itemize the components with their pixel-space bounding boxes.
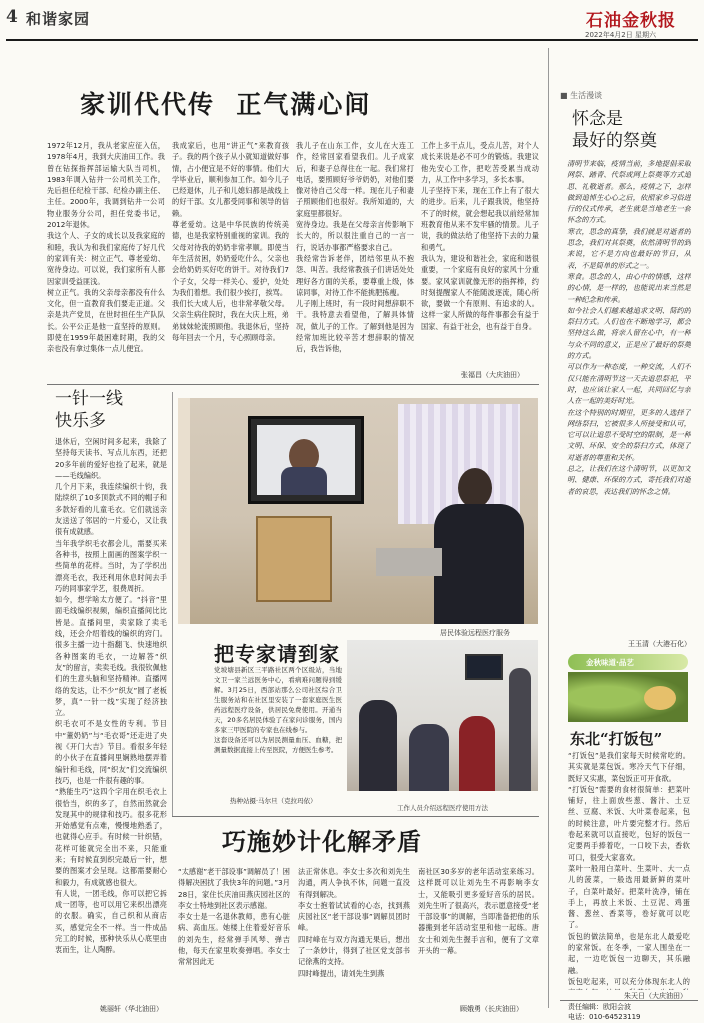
- food-title: 东北“打饭包”: [570, 730, 663, 748]
- article4-byline: 顾娥勇（长庆油田）: [460, 1005, 523, 1013]
- person-center: [409, 724, 449, 791]
- staff-standing: [509, 668, 531, 791]
- title-divider: [548, 48, 549, 1008]
- food-banner: [568, 654, 688, 670]
- screen: [465, 654, 503, 680]
- sidebar-byline: 王玉清（大港石化）: [628, 640, 691, 648]
- equipment-table: [376, 548, 442, 576]
- article1-col2: 我成家后，也用“讲正气”来教育孩子。我的两个孩子从小就知道做好事情，占小便宜是不好的事情。他们大学毕业后，顺利参加工作。如今儿子已经退休，儿子和儿媳妇都是战线上的好干部。女儿都受同事和领导的信赖。 尊老爱幼。这是中华民族的传统美德，也是我家特别重视的家训。我的父母对待我的奶奶非常孝顺。即使当年生活贫困，奶奶爱吃什么，父亲也会给奶奶买好吃的饼干。对待我们7个子女，父母一样关心、爱护，处处为我们着想。我们很少挨打，挨骂。 我们长大成人后，也非常孝敬父母。父亲生病住院时，我在大庆上班，弟弟妹妹轮流照顾他。我退休后，坚持每年回去一个月，专心照顾母亲。: [172, 141, 289, 343]
- article1-col4: 工作上多干点儿，受点儿苦，对个人成长来说是必不可少的锻炼。我建议他先安心工作，把吃苦受累当成动力，从工作中多学习，多长本事。 儿子坚持下来，现在工作上有了很大的进步。后来，儿子跟我说，他坚持不了的时候，就会想起我以前经常加班教育他从来不发牢骚的情景。儿子说，我的做法给了他坚持下去的力量和勇气。 我认为，建设和谐社会，家庭和谐很重要，一个家庭有良好的家风十分重要。家风家训就像无形的指挥棒，约时刻提醒家人不能随波逐流，随心所欲，要做一个有原则、有追求的人。这样一家人所做的每件事都会有益于国家、有益于社会，也有益于自身。: [421, 141, 539, 331]
- article4-col1: “太感谢”老干部设事”调解员了！困得解决困扰了我快3年的问题。”3月28日，家住长庆油田燕庆园社区的李女士特地到社区表示感谢。 李女士是一名退休教师，患有心脏病、高血压。她楼上住着爱好音乐的刘先生，经常弹手风琴、弹吉他，每天在家里吹奏弹唱。李女士常常因此无: [178, 867, 290, 967]
- food-banner-label: 金秋味道·品艺: [586, 658, 634, 667]
- food-text: “打饭包”是我们家每天时候常吃的。其实就是菜包饭。寒冷天气下仔细，既好又实惠，菜包饭正可开食欲。 “打饭包”需要的食材很简单：把菜叶铺好，往上面放些葱、酱汁、土豆丝、豆腐、米饭、大叶菜卷起来，包的时候注意，叶片要完整才行。然后卷起来就可以直接吃，包好的饭包一定要两手捧着吃，一口咬下去，香软可口，很受大家喜欢。 菜叶一般用白菜叶、生菜叶、大一点儿的菠菜，一般选用最新鲜的菜叶子，白菜叶最好。把菜叶洗净，铺在手上，再放上米饭、土豆泥、鸡蛋酱、葱丝、香菜等，卷好就可以吃了。 饭包的做法简单，也是东北人最爱吃的家常饭。在冬季，一家人围坐在一起，一边吃饭包一边聊天，其乐融融。 饭包吃起来，可以充分体现东北人的: [568, 751, 690, 986]
- person-right: [459, 716, 495, 791]
- article2-divider: [172, 392, 173, 816]
- footer-rule: [560, 1000, 698, 1001]
- curtain: [178, 398, 190, 624]
- person-left: [359, 700, 397, 791]
- article1-byline: 张福昌（大庆油田）: [461, 371, 524, 379]
- photo1-caption: 居民体验远程医疗服务: [440, 629, 510, 637]
- article1-col3: 我儿子在山东工作，女儿在大连工作，经常回家看望我们。儿子成家后，和妻子总得住在一起。我们常打电话，要照顾好爷爷奶奶，对他们要像对待自己父母一样。现在儿子和妻子照顾他们也很好。我所知道的，大家庭里都很好。 宽待身边。我是在父母亲言传影响下长大的，所以很注重自己的一言一行，说话办事都严格要求自己。 我经常告诉老伴，团结邻里从不抱怨、叫苦。我经常教孩子们讲话处处理好各方面的关系，要尊重上级，体谅同事，对待工作不能挑肥拣瘦。 儿子刚上班时，有一段时间想辞职不干。我特意去看望他，了解具体情况，做儿子的工作。了解到他是因为经常加班比较辛苦才想辞职的情况后，我告诉他，: [296, 141, 414, 354]
- article4-top-rule: [172, 816, 539, 817]
- header-rule: [6, 39, 698, 41]
- food-byline: 朱天日（大庆油田）: [624, 992, 687, 1000]
- sidebar-text: 清明节来临，疫情当前，多地提倡采取网祭、踏青、代祭或网上祭奠等方式追思、礼敬逝者。那么，疫情之下，怎样做到追悼生心心之后，依照家乡习俗进行的仪式传承，老生就是当地老生一套怀念的方式。 寒衣，思念的真挚，我们就是对逝者的思念，我们对其祭奠，依然清明节的到来说，它不是方向也最好的节日，从表，不是简单的形式之一。 寒食。思念的人，由心中的情感，这样的心情，是一样的，也能说出来当然是一种纪念和传承。 如今社会人们越来越追求文明、简约的祭扫方式。人们也在不断地学习，都会坚持这么做，将亲人留在心中，有一种与众不同的意义，正是应了最好的祭奠的方式。 可以作为一种态度，一种交流，人们不仅只能在清明节这一天去追思祭祀，平时，也应该让家人一起，共同回忆与亲人在一起的美好时光。 在这个特别的时期里，更多的人选择了网络祭扫，它被很多人所接受和认可，它可以让追思不受时空的限制，是一种文明、环保、安全的祭扫方式，体现了对逝者的尊重和关怀。 总之，让我们在这个清明节，以更加文明、健康、环保的方式，寄托我们对逝者的哀思，表达我们的怀念之情。: [567, 159, 691, 496]
- food-photo: [568, 672, 688, 722]
- sidebar-title: 怀念是 最好的祭奠: [572, 109, 657, 151]
- page-number: 4: [6, 7, 18, 27]
- article3-text: 党坡塘县新区三平路社区两个区级站，当地文卫一家兰远医务中心，看病难问题得到缓解。3月25日，西部站那么公司社区综合卫生服务站和在社区里安装了一套家庭医生医药远程医疗设备，供居民免费使用。开通当天，20多名居民体验了在家问诊服务，国内多家三甲医院的专家也在线参与。 这套设备还可以为居民测量血压、血糖，把测量数据直接上传至医院，方便医生参考。: [214, 666, 342, 754]
- sidebar-column-name: 生活漫谈: [570, 91, 603, 100]
- issue-date: 2022年4月2日 星期六: [585, 31, 656, 39]
- sidebar-column-label: ■ 生活漫谈: [560, 91, 603, 100]
- tv-screen: [248, 416, 364, 504]
- phone-label: 电话：010-64523119: [568, 1013, 641, 1021]
- editor-label: 责任编辑：欧阳会波: [568, 1003, 631, 1011]
- article2-byline: 姚丽轩（华北油田）: [100, 1005, 163, 1013]
- main-title: 家训代代传 正气满心间: [80, 90, 372, 119]
- article2-title: 一针一线 快乐多: [55, 389, 123, 431]
- article3-title: 把专家请到家: [214, 642, 340, 666]
- article4-col3: 南社区30多岁的老年活动室来练习。这样既可以让刘先生不再影响李女士，又能吸引更多爱好音乐的居民。刘先生听了很高兴，表示愿意接受“老干部设事”的调解，当即准备把他的乐器搬到老年活动室里和他一起练。唐女士和刘先生握手言和，便有了文章开头的一幕。: [418, 867, 539, 956]
- article4-title: 巧施妙计化解矛盾: [222, 827, 422, 856]
- article4-col2: 法正常休息。李女士多次和刘先生沟通，两人争执不休，问题一直没有得到解决。 李女士抱着试试看的心态，找到燕庆园社区“老干部设事”调解员团时峰。 四时峰在与双方沟通无果后，想出了一条妙计，得到了社区党支部书记徐燕的支持。 四时峰提出，请刘先生到燕: [298, 867, 410, 978]
- article2-text: 退休后，空闲时间多起来，我除了坚持每天读书、写点儿东西，还把20多年前的爱好也捡了起来，就是——毛线编织。 几个月下来，我连续编织十钧，我陆续织了10多顶款式不同的帽子和多款好看的儿童毛衣。它们就送亲友送送了邻居的一片爱心，又让我很有成就感。 当年我学织毛衣都会儿，需要买来各种书，按照上面画的图案学织一些简单的花样。当时，为了学织出漂亮毛衣，我还利用休息时间去手巧的同事家学艺，很费周折。 如今，想学啥太方便了。“抖音”里面毛线编织视频，编织直播间比比皆是。直播间里，卖家除了卖毛线，还会介绍着线的编织的窍门。很多主播一边十指翻飞、快速地织各种图案的毛衣，一边解答“织友”的留言，卖卖毛线。我很钦佩他们的生意头脑和坚持精神。直播网络的发达，让不少“织友”圆了老板梦，真“一针一线”实现了经济独立。 织毛衣可不是女性的专利。节目中“董奶奶”与“毛衣哥”还走进了央视《开门大吉》节目。看很多年轻的小伙子在直播间里娴熟地摆弄着编针和毛线，同“织友”们交流编织技巧，也是一件很有趣的事。 “熟能生巧”这四个字用在织毛衣上很恰当，织的多了，自然而然就会发现其中的规律和技巧。很多花形开始感觉有点难，慢慢地熟悉了，也就得心应手。有时候一针织错，花样可能就完全出不来，只能重来；有时候直到织完最后一针，想要的图案才会呈现。这都需要耐心和毅力，有成就感也很大。 有人说，一团毛线，你可以把它拆成一团等，也可以用它来织出漂亮的衣服。确实，自己织和从商店买，感觉完全不一样。当一件成品完工的时候，那种快乐从心底里由衷而生，让人陶醉。: [55, 437, 167, 955]
- consultation-photo: [347, 640, 538, 791]
- masthead: 石油金秋报: [586, 11, 676, 31]
- tv-cabinet: [256, 516, 332, 602]
- article3-byline: 热种站摄·马尔旦（克拉玛依）: [230, 797, 317, 805]
- telemedicine-photo: [178, 398, 538, 624]
- photo2-caption: 工作人员介绍远程医疗使用方法: [397, 804, 488, 812]
- seated-person: [434, 468, 524, 624]
- article1-bottom-rule: [47, 384, 539, 385]
- article1-col1: 1972年12月，我从老家应征入伍，1978年4月，我到大庆油田工作。我曾在钻探指挥部运输大队当司机，1983年调入钻井一公司机关工作，先后担任纪检干部、纪检办副主任、主任。2000年，我调到钻井一公司物业服务分公司，担任党委书记，2012年退休。 我这个人、子女的成长以及我家庭的和睦，我认为和我们家庭传了好几代的家训有关：树立正气、尊老爱幼、宽待身边。可以说，我们家所有人都因家训受益匪浅。 树立正气。我的父亲母亲都没有什么文化，但一直教育我们要走正道。父亲是共产党员，在世时担任生产队队长。公平公正是他一直坚持的原则。即使在1959年最困难时期，我的父亲也没有拿过集体一点儿便宜。: [47, 141, 165, 354]
- section-title: 和谐家园: [26, 10, 91, 28]
